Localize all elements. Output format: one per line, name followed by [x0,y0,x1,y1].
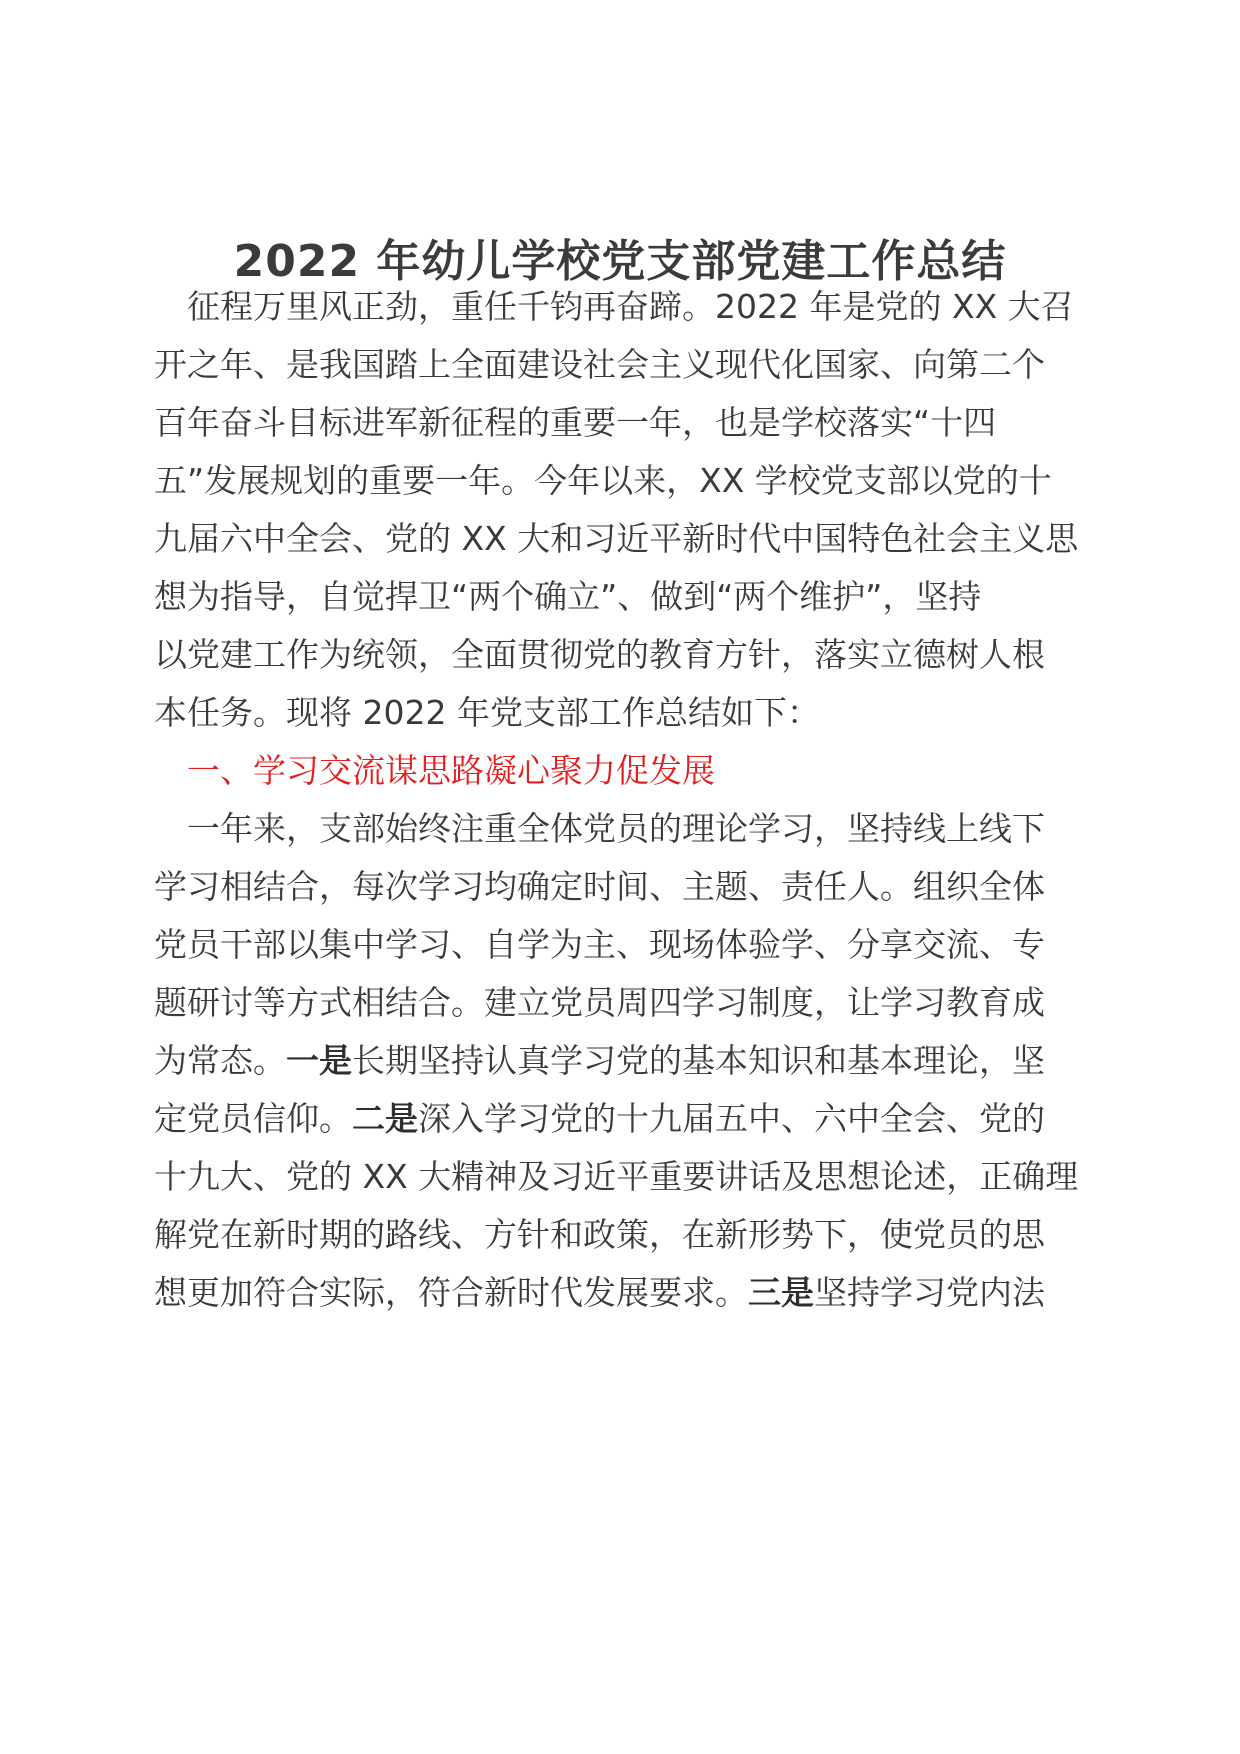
paragraph-line: 十九大、党的 XX 大精神及习近平重要讲话及思想论述，正确理 [154,1157,1079,1196]
emphasis-point-two: 二是 [352,1099,418,1138]
paragraph-line: 本任务。现将 2022 年党支部工作总结如下： [154,693,820,732]
line-text: 想更加符合实际，符合新时代发展要求。 [154,1273,748,1312]
emphasis-point-one: 一是 [286,1041,352,1080]
paragraph-line [154,1096,1045,1142]
paragraph-line: 百年奋斗目标进军新征程的重要一年，也是学校落实“十四 [154,403,997,442]
paragraph-line [154,1038,1045,1084]
paragraph-line: 开之年、是我国踏上全面建设社会主义现代化国家、向第二个 [154,345,1045,384]
line-text: 定党员信仰。 [154,1099,352,1138]
paragraph-line: 以党建工作为统领，全面贯彻党的教育方针，落实立德树人根 [154,635,1045,674]
paragraph-line: 九届六中全会、党的 XX 大和习近平新时代中国特色社会主义思 [154,519,1079,558]
section-heading: 一、学习交流谋思路凝心聚力促发展 [187,751,715,790]
emphasis-point-three: 三是 [748,1273,814,1312]
paragraph-line: 学习相结合，每次学习均确定时间、主题、责任人。组织全体 [154,867,1045,906]
paragraph-line: 五”发展规划的重要一年。今年以来，XX 学校党支部以党的十 [154,461,1052,500]
paragraph-line: 题研讨等方式相结合。建立党员周四学习制度，让学习教育成 [154,983,1045,1022]
line-text: 长期坚持认真学习党的基本知识和基本理论，坚 [352,1041,1045,1080]
paragraph-line: 一年来，支部始终注重全体党员的理论学习，坚持线上线下 [187,809,1045,848]
line-text: 坚持学习党内法 [814,1273,1045,1312]
paragraph-line: 想为指导，自觉捍卫“两个确立”、做到“两个维护”，坚持 [154,577,982,616]
paragraph-line [154,1270,1045,1316]
line-text: 深入学习党的十九届五中、六中全会、党的 [418,1099,1045,1138]
paragraph-line: 解党在新时期的路线、方针和政策，在新形势下，使党员的思 [154,1215,1045,1254]
paragraph-line: 党员干部以集中学习、自学为主、现场体验学、分享交流、专 [154,925,1045,964]
line-text: 为常态。 [154,1041,286,1080]
paragraph-line: 征程万里风正劲，重任千钧再奋蹄。2022 年是党的 XX 大召 [187,287,1074,326]
document-title: 2022 年幼儿学校党支部党建工作总结 [233,236,1007,287]
